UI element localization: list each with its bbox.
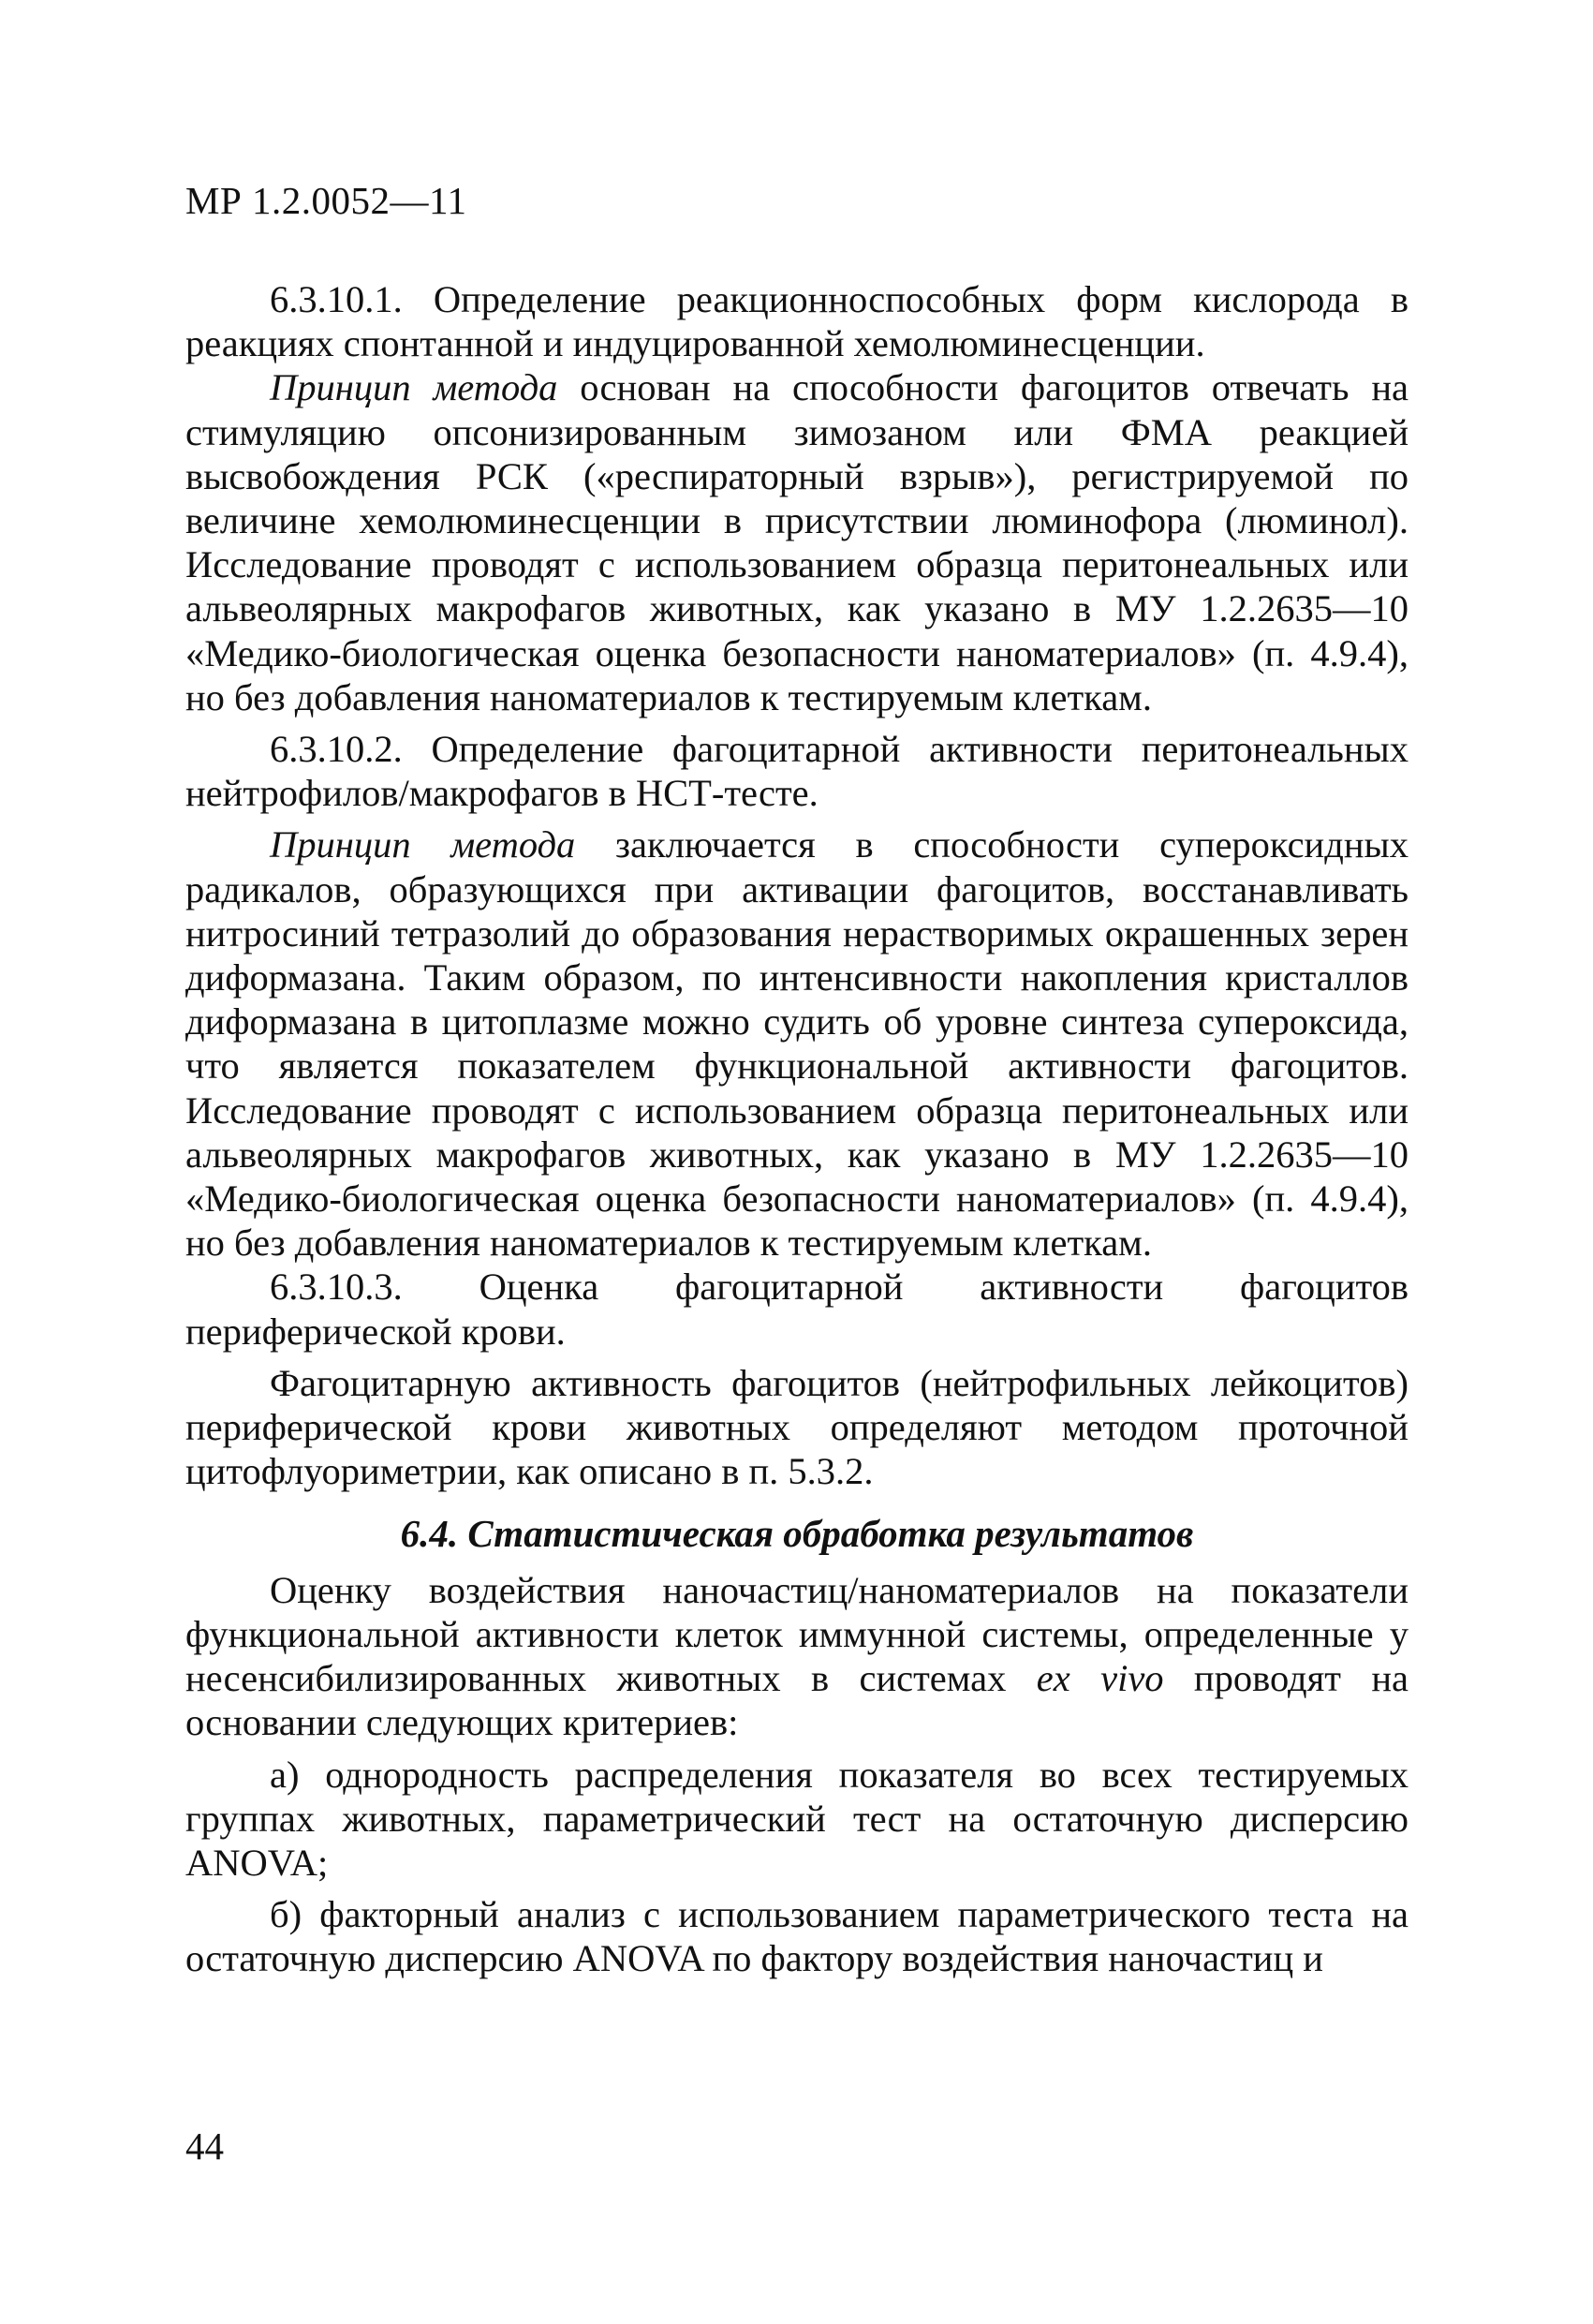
page-body [185, 277, 1409, 1981]
paragraph-6-3-10-1: 6.3.10.1. Определение реакционноспособных форм кислорода в реакциях спонтанной и индуцированной хемолюминесценции. [185, 278, 1409, 365]
principle-label: Принцип метода [270, 823, 576, 866]
paragraph-flow-cytometry: Фагоцитарную активность фагоцитов (нейтрофильных лейкоцитов) периферической крови животных определяют методом проточной цитофлуориметрии, как описано в п. 5.3.2. [185, 1361, 1409, 1493]
principle-label: Принцип метода [270, 366, 558, 409]
paragraph-6-3-10-3: 6.3.10.3. Оценка фагоцитарной активности фагоцитов периферической крови. [185, 1266, 1409, 1353]
paragraph-principle-chemiluminescence [185, 365, 1409, 719]
list-item-b: б) факторный анализ с использованием параметрического теста на остаточную дисперсию ANOVA по фактору воздействия наночастиц и [185, 1893, 1409, 1980]
paragraph-principle-nst-test [185, 822, 1409, 1265]
document-code: МР 1.2.0052—11 [185, 179, 467, 222]
principle-text: заключается в способности супероксидных радикалов, образующихся при активации фагоцитов, восстанавливать нитросиний тетразолий до образования нерастворимых окрашенных зерен диформазана. Таким образом, по интенсивности накопления кристаллов диформазана в цитоплазме можно судить об уровне синтеза супероксида, что является показателем функциональной активности фагоцитов. Исследование проводят с использованием образца перитонеальных или альвеолярных макрофагов животных, как указано в МУ 1.2.2635—10 «Медико-биологическая оценка безопасности наноматериалов» (п. 4.9.4), но без добавления наноматериалов к тестируемым клеткам. [185, 823, 1409, 1265]
list-item-a: а) однородность распределения показателя во всех тестируемых группах животных, параметрический тест на остаточную дисперсию ANOVA; [185, 1753, 1409, 1884]
principle-text: основан на способности фагоцитов отвечать на стимуляцию опсонизированным зимозаном или ФМА реакцией высвобождения РСК («респираторный взрыв»), регистрируемой по величине хемолюминесценции в присутствии люминофора (люминол). Исследование проводят с использованием образца перитонеальных или альвеолярных макрофагов животных, как указано в МУ 1.2.2635—10 «Медико-биологическая оценка безопасности наноматериалов» (п. 4.9.4), но без добавления наноматериалов к тестируемым клеткам. [185, 366, 1409, 718]
page-number: 44 [185, 2124, 224, 2168]
ex-vivo-term: ex vivo [1036, 1657, 1164, 1700]
paragraph-criteria-intro [185, 1568, 1409, 1745]
section-heading-6-4: 6.4. Статистическая обработка результатов [400, 1512, 1194, 1556]
paragraph-6-3-10-2: 6.3.10.2. Определение фагоцитарной активности перитонеальных нейтрофилов/макрофагов в НСТ-тесте. [185, 728, 1409, 815]
criteria-text-end: проводят на основании следующих критериев: [185, 1657, 1409, 1744]
criteria-text: Оценку воздействия наночастиц/наноматериалов на показатели функциональной активности клеток иммунной системы, определенные у несенсибилизированных животных в системах [185, 1568, 1409, 1700]
